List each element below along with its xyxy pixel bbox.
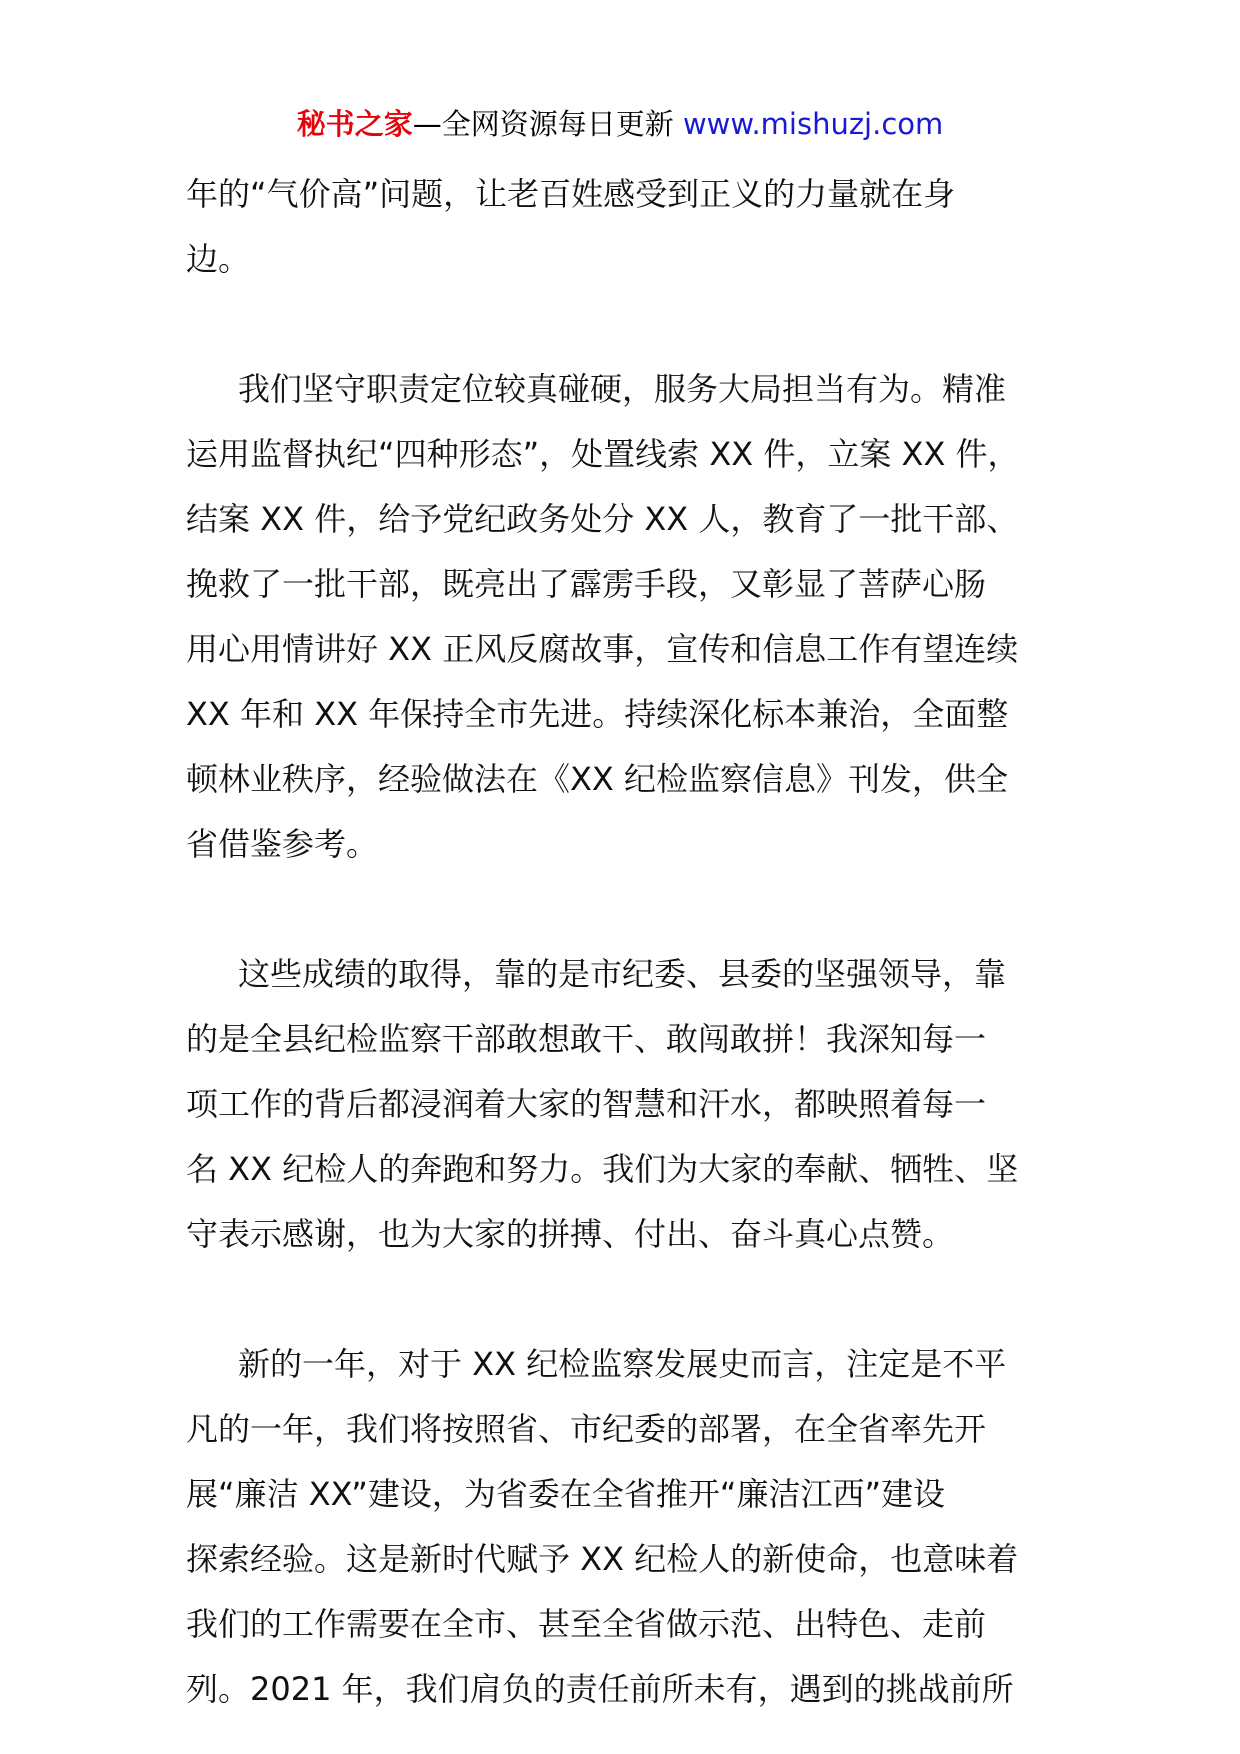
paragraph-4 — [186, 1332, 1086, 1722]
paragraph-1 — [186, 162, 1086, 292]
text-line: 项工作的背后都浸润着大家的智慧和汗水，都映照着每一 — [186, 1085, 987, 1123]
text-line: 新的一年，对于 XX 纪检监察发展史而言，注定是不平 — [238, 1345, 1007, 1383]
paragraph-3 — [186, 942, 1086, 1267]
text-line: 边。 — [186, 240, 251, 278]
text-line: 用心用情讲好 XX 正风反腐故事，宣传和信息工作有望连续 — [186, 630, 1019, 668]
header-tagline: —全网资源每日更新 — [412, 107, 674, 141]
brand-name: 秘书之家 — [296, 107, 413, 141]
text-line: XX 年和 XX 年保持全市先进。持续深化标本兼治，全面整 — [186, 695, 1009, 733]
text-line: 年的“气价高”问题，让老百姓感受到正义的力量就在身 — [186, 175, 956, 213]
text-line: 展“廉洁 XX”建设，为省委在全省推开“廉洁江西”建设 — [186, 1475, 946, 1513]
text-line: 列。2021 年，我们肩负的责任前所未有，遇到的挑战前所 — [186, 1670, 1014, 1708]
paragraph-2 — [186, 357, 1086, 877]
text-line: 运用监督执纪“四种形态”，处置线索 XX 件，立案 XX 件， — [186, 435, 1020, 473]
text-line: 这些成绩的取得，靠的是市纪委、县委的坚强领导，靠 — [238, 955, 1007, 993]
text-line: 省借鉴参考。 — [186, 825, 379, 863]
text-line: 凡的一年，我们将按照省、市纪委的部署，在全省率先开 — [186, 1410, 987, 1448]
document-body — [186, 162, 1086, 1722]
text-line: 守表示感谢，也为大家的拼搏、付出、奋斗真心点赞。 — [186, 1215, 955, 1253]
page-header — [0, 102, 1240, 146]
text-line: 挽救了一批干部，既亮出了霹雳手段，又彰显了菩萨心肠 — [186, 565, 987, 603]
text-line: 探索经验。这是新时代赋予 XX 纪检人的新使命，也意味着 — [186, 1540, 1019, 1578]
text-line: 我们坚守职责定位较真碰硬，服务大局担当有为。精准 — [238, 370, 1007, 408]
text-line: 的是全县纪检监察干部敢想敢干、敢闯敢拼！我深知每一 — [186, 1020, 987, 1058]
text-line: 结案 XX 件，给予党纪政务处分 XX 人，教育了一批干部、 — [186, 500, 1019, 538]
text-line: 名 XX 纪检人的奔跑和努力。我们为大家的奉献、牺牲、坚 — [186, 1150, 1019, 1188]
text-line: 顿林业秩序，经验做法在《XX 纪检监察信息》刊发，供全 — [186, 760, 1009, 798]
site-url-link[interactable]: www.mishuzj.com — [682, 107, 944, 141]
text-line: 我们的工作需要在全市、甚至全省做示范、出特色、走前 — [186, 1605, 987, 1643]
